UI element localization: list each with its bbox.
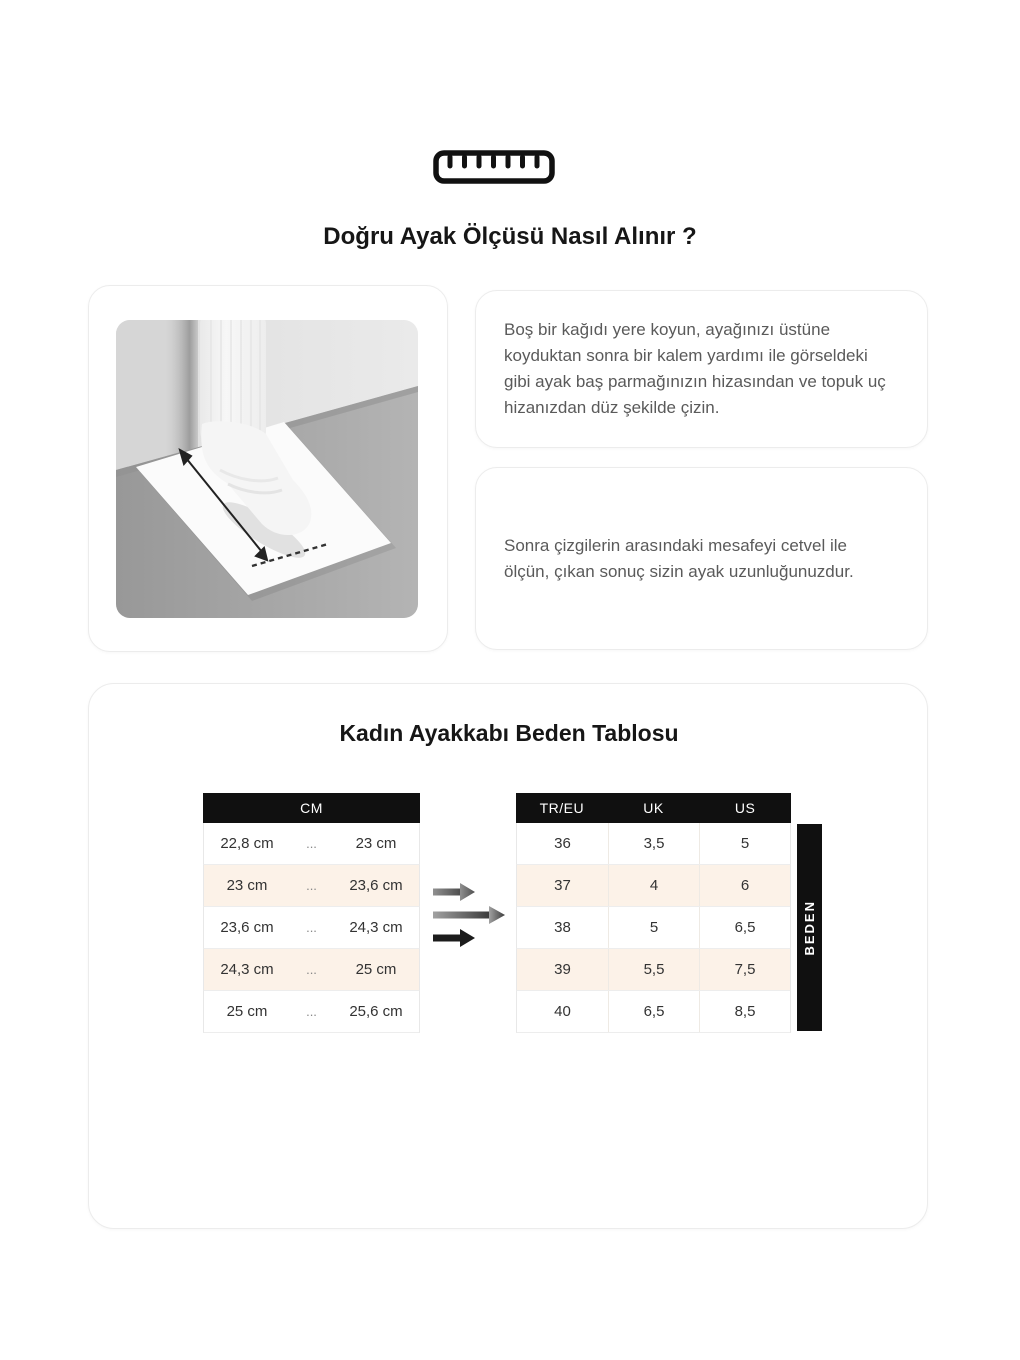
cm-table-row — [203, 907, 420, 949]
cm-from: 22,8 cm — [220, 835, 274, 852]
cm-table-row — [203, 991, 420, 1033]
page-title: Doğru Ayak Ölçüsü Nasıl Alınır ? — [323, 223, 697, 250]
tr-eu-value: 39 — [554, 961, 571, 978]
header-uk: UK — [643, 800, 664, 816]
size-table-row — [516, 907, 791, 949]
cm-table-header: CM — [203, 793, 420, 823]
instruction-text-2: Sonra çizgilerin arasındaki mesafeyi cetvel ile ölçün, çıkan sonuç sizin ayak uzunluğunuzdur. — [504, 535, 854, 581]
instruction-card-1 — [475, 290, 928, 448]
uk-value: 5,5 — [608, 949, 699, 990]
cm-table-row — [203, 823, 420, 865]
cm-to: 24,3 cm — [349, 919, 403, 936]
cm-from: 23,6 cm — [220, 919, 274, 936]
us-value: 5 — [699, 823, 790, 864]
ruler-icon — [433, 150, 555, 184]
cm-to: 25,6 cm — [349, 1003, 403, 1020]
uk-value: 6,5 — [608, 991, 699, 1032]
us-value: 6,5 — [699, 907, 790, 948]
beden-ribbon — [797, 824, 822, 1031]
foot-measurement-photo — [116, 320, 418, 618]
size-table-row — [516, 949, 791, 991]
header-us: US — [734, 800, 756, 816]
uk-value: 4 — [608, 865, 699, 906]
size-table-header — [516, 793, 791, 823]
size-chart-title: Kadın Ayakkabı Beden Tablosu — [339, 720, 679, 746]
cm-table-row — [203, 865, 420, 907]
measurement-photo-card — [88, 285, 448, 652]
cm-from: 24,3 cm — [220, 961, 274, 978]
instruction-card-2 — [475, 467, 928, 650]
range-separator: ... — [306, 920, 317, 935]
cm-to: 23,6 cm — [349, 877, 403, 894]
range-separator: ... — [306, 962, 317, 977]
tr-eu-value: 40 — [554, 1003, 571, 1020]
instruction-text-1: Boş bir kağıdı yere koyun, ayağınızı üstüne koyduktan sonra bir kalem yardımı ile görseldeki gibi ayak baş parmağınızın hizasından ve topuk uç hizanızdan düz şekilde çizin. — [504, 320, 886, 417]
tr-eu-value: 37 — [554, 877, 571, 894]
size-table-row — [516, 865, 791, 907]
header-tr-eu: TR/EU — [539, 800, 585, 816]
size-table-row — [516, 991, 791, 1033]
us-value: 8,5 — [699, 991, 790, 1032]
cm-table — [203, 793, 420, 1033]
us-value: 6 — [699, 865, 790, 906]
cm-from: 23 cm — [226, 877, 268, 894]
size-table — [516, 793, 791, 1033]
size-table-row — [516, 823, 791, 865]
cm-to: 25 cm — [355, 961, 397, 978]
cm-table-row — [203, 949, 420, 991]
tr-eu-value: 36 — [554, 835, 571, 852]
range-separator: ... — [306, 878, 317, 893]
us-value: 7,5 — [699, 949, 790, 990]
beden-label: BEDEN — [802, 899, 817, 956]
cm-to: 23 cm — [355, 835, 397, 852]
uk-value: 5 — [608, 907, 699, 948]
uk-value: 3,5 — [608, 823, 699, 864]
size-chart-card — [88, 683, 928, 1229]
tr-eu-value: 38 — [554, 919, 571, 936]
transfer-arrows-icon — [429, 880, 509, 950]
range-separator: ... — [306, 1004, 317, 1019]
range-separator: ... — [306, 836, 317, 851]
cm-from: 25 cm — [226, 1003, 268, 1020]
